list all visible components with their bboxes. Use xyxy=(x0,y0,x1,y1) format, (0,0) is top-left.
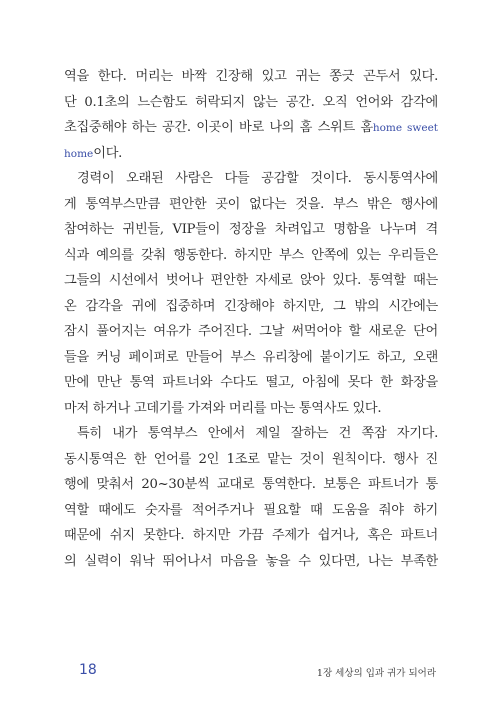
text-line: 때문에 쉬지 못한다. 하지만 가끔 주제가 쉽거나, 혹은 파트너 xyxy=(64,528,438,543)
running-head: 1장 세상의 입과 귀가 되어라 xyxy=(316,668,436,679)
body-text xyxy=(64,64,438,574)
text-line: 마저 하거나 고데기를 가져와 머리를 마는 통역사도 있다. xyxy=(64,400,382,416)
text-line: 역할 때에도 숫자를 적어주거나 필요할 때 도움을 줘야 하기 xyxy=(64,502,438,518)
english-gloss: home sweet xyxy=(372,122,438,134)
english-gloss: home xyxy=(64,147,94,160)
text-line: 참여하는 귀빈들, VIP들이 정장을 차려입고 명함을 나누며 격 xyxy=(64,222,438,237)
text-line: 게 통역부스만큼 편안한 곳이 없다는 것을. 부스 밖은 행사에 xyxy=(64,196,438,212)
page-number: 18 xyxy=(79,662,97,678)
text-line: 들을 커닝 페이퍼로 만들어 부스 유리창에 붙이기도 하고, 오랜 xyxy=(64,349,438,365)
text-line: 식과 예의를 갖춰 행동한다. 하지만 부스 안쪽에 있는 우리들은 xyxy=(64,247,438,263)
text-line: 단 0.1초의 느슨함도 허락되지 않는 공간. 오직 언어와 감각에 xyxy=(64,94,438,110)
paragraph-start-line: 특히 내가 통역부스 안에서 제일 잘하는 건 쪽잠 자기다. xyxy=(77,426,438,441)
text-line xyxy=(64,115,438,141)
text-line: 잠시 풀어지는 여유가 주어진다. 그날 써먹어야 할 새로운 단어 xyxy=(64,324,438,339)
text-line: 그들의 시선에서 벗어나 편안한 자세로 앉아 있다. 통역할 때는 xyxy=(64,273,438,288)
text-line: 만에 만난 통역 파트너와 수다도 떨고, 아침에 못다 한 화장을 xyxy=(64,375,438,390)
text-line: 의 실력이 워낙 뛰어나서 마음을 놓을 수 있다면, 나는 부족한 xyxy=(64,553,438,569)
text-line-korean: 초집중해야 하는 공간. 이곳이 바로 나의 홈 스위트 홈 xyxy=(64,120,373,135)
page-footer xyxy=(0,662,500,682)
text-line: 역을 한다. 머리는 바짝 긴장해 있고 귀는 쫑긋 곤두서 있다. xyxy=(64,69,438,84)
paragraph-start-line: 경력이 오래된 사람은 다들 공감할 것이다. 동시통역사에 xyxy=(77,171,438,186)
text-line-korean: 이다. xyxy=(93,145,123,161)
text-line xyxy=(64,141,438,167)
text-line: 온 감각을 귀에 집중하며 긴장해야 하지만, 그 밖의 시간에는 xyxy=(64,298,438,314)
text-line: 동시통역은 한 언어를 2인 1조로 맡는 것이 원칙이다. 행사 진 xyxy=(64,451,438,467)
text-line: 행에 맞춰서 20~30분씩 교대로 통역한다. 보통은 파트너가 통 xyxy=(64,477,438,492)
